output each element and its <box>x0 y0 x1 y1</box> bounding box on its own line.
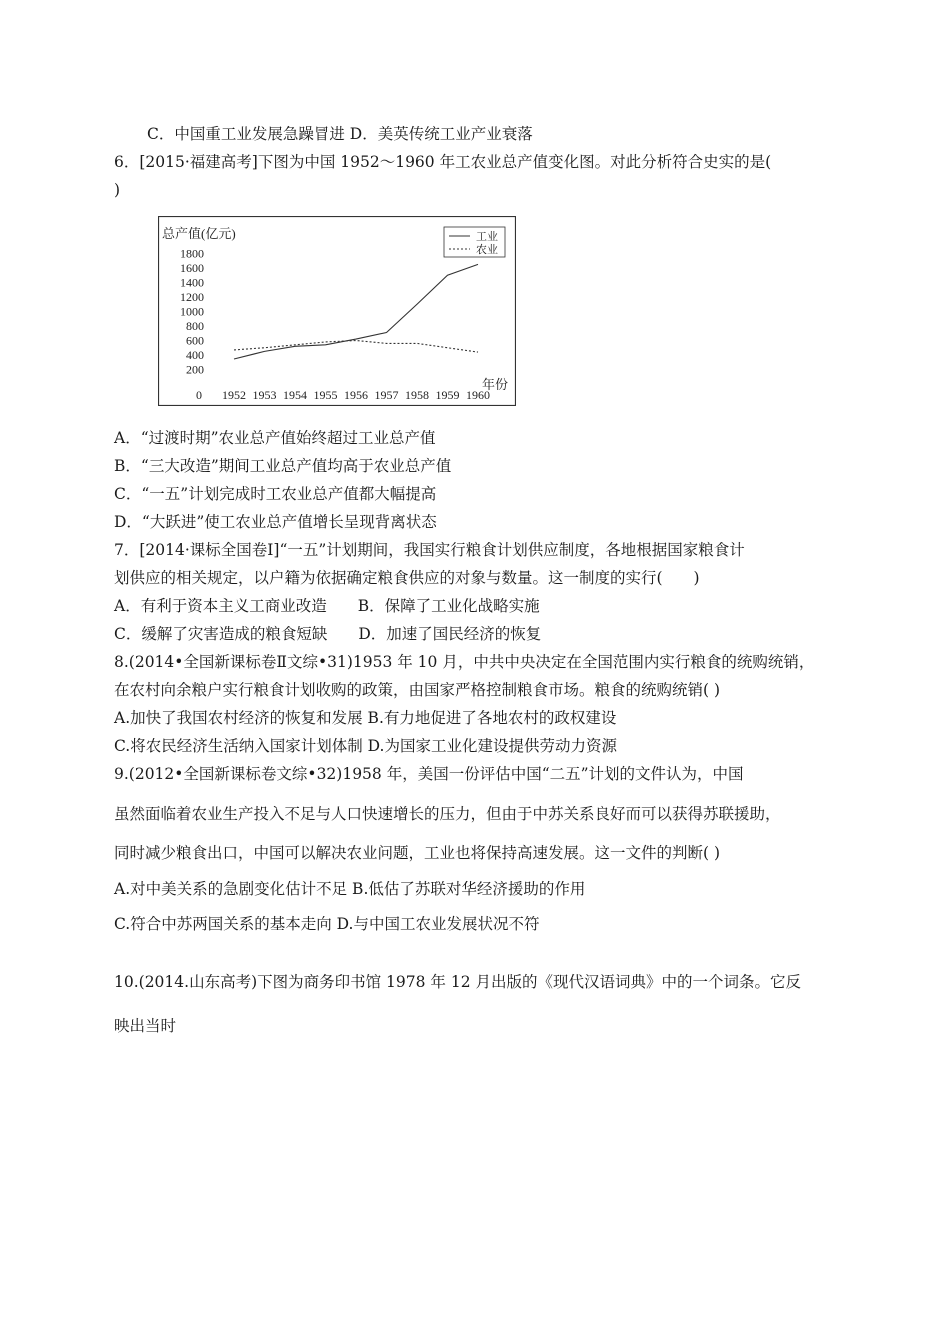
q9-options-c-d: C.符合中苏两国关系的基本走向 D.与中国工农业发展状况不符 <box>114 915 540 933</box>
q9-options-a-b: A.对中美关系的急剧变化估计不足 B.低估了苏联对华经济援助的作用 <box>114 880 586 898</box>
production-value-chart <box>158 216 516 406</box>
y-tick-label: 1000 <box>180 304 204 319</box>
q6-option-b: B．“三大改造”期间工业总产值均高于农业总产值 <box>114 457 452 475</box>
x-axis-label: 年份 <box>482 377 509 392</box>
x-tick-label: 1959 <box>435 388 460 402</box>
q6-stem-paren: ) <box>114 181 121 199</box>
q6-option-d: D．“大跃进”使工农业总产值增长呈现背离状态 <box>114 513 437 531</box>
q9-stem-1: 9.(2012•全国新课标卷文综•32)1958 年，美国一份评估中国“二五”计划的文件认为，中国 <box>114 765 744 783</box>
y-tick-label: 800 <box>186 319 204 333</box>
q7-stem-2: 划供应的相关规定，以户籍为依据确定粮食供应的对象与数量。这一制度的实行( ) <box>114 569 700 587</box>
x-tick-label: 1955 <box>313 388 338 402</box>
q6-option-c: C．“一五”计划完成时工农业总产值都大幅提高 <box>114 485 437 503</box>
x-tick-label: 1960 <box>466 388 490 402</box>
y-tick-label: 200 <box>186 362 204 377</box>
x-tick-label: 1956 <box>344 388 368 402</box>
q10-stem-1: 10.(2014.山东高考)下图为商务印书馆 1978 年 12 月出版的《现代汉语词典》中的一个词条。它反 <box>114 973 801 991</box>
q9-stem-2: 虽然面临着农业生产投入不足与人口快速增长的压力，但由于中苏关系良好而可以获得苏联援助， <box>114 805 781 823</box>
legend-label: 农业 <box>476 244 498 256</box>
y-tick-label: 600 <box>186 333 204 348</box>
q8-options-c-d: C.将农民经济生活纳入国家计划体制 D.为国家工业化建设提供劳动力资源 <box>114 737 617 755</box>
y-axis-label: 总产值(亿元) <box>162 226 236 241</box>
q10-stem-2: 映出当时 <box>114 1017 177 1035</box>
q9-stem-3: 同时减少粮食出口，中国可以解决农业问题，工业也将保持高速发展。这一文件的判断( ) <box>114 844 721 862</box>
legend-label: 工业 <box>476 231 498 243</box>
y-tick-label: 1400 <box>180 275 204 290</box>
q7-stem-1: 7．[2014·课标全国卷Ⅰ]“一五”计划期间，我国实行粮食计划供应制度，各地根据国家粮食计 <box>114 541 745 559</box>
y-tick-label: 1600 <box>180 261 204 275</box>
q7-options-c-d: C．缓解了灾害造成的粮食短缺 D．加速了国民经济的恢复 <box>114 625 542 643</box>
x-tick-label: 1957 <box>374 388 399 402</box>
y-tick-label: 1800 <box>180 246 204 261</box>
x-tick-label: 1958 <box>405 388 429 402</box>
q8-stem-1: 8.(2014•全国新课标卷Ⅱ文综•31)1953 年 10 月，中共中央决定在全国范围内实行粮食的统购统销， <box>114 653 815 671</box>
q8-stem-2: 在农村向余粮户实行粮食计划收购的政策，由国家严格控制粮食市场。粮食的统购统销( ) <box>114 681 721 699</box>
q6-stem: 6．[2015·福建高考]下图为中国 1952～1960 年工农业总产值变化图。对此分析符合史实的是( <box>114 153 772 171</box>
q6-option-a: A．“过渡时期”农业总产值始终超过工业总产值 <box>114 429 436 447</box>
y-tick-label: 400 <box>186 348 204 362</box>
chart-svg <box>158 216 516 406</box>
q5-option-c-d: C．中国重工业发展急躁冒进 D．美英传统工业产业衰落 <box>147 125 533 143</box>
y-tick-label: 1200 <box>180 290 204 304</box>
origin-label: 0 <box>196 388 202 402</box>
x-tick-label: 1952 <box>222 388 246 402</box>
x-tick-label: 1953 <box>252 388 277 402</box>
q7-options-a-b: A．有利于资本主义工商业改造 B．保障了工业化战略实施 <box>114 597 540 615</box>
x-tick-label: 1954 <box>283 388 307 402</box>
q8-options-a-b: A.加快了我国农村经济的恢复和发展 B.有力地促进了各地农村的政权建设 <box>114 709 617 727</box>
